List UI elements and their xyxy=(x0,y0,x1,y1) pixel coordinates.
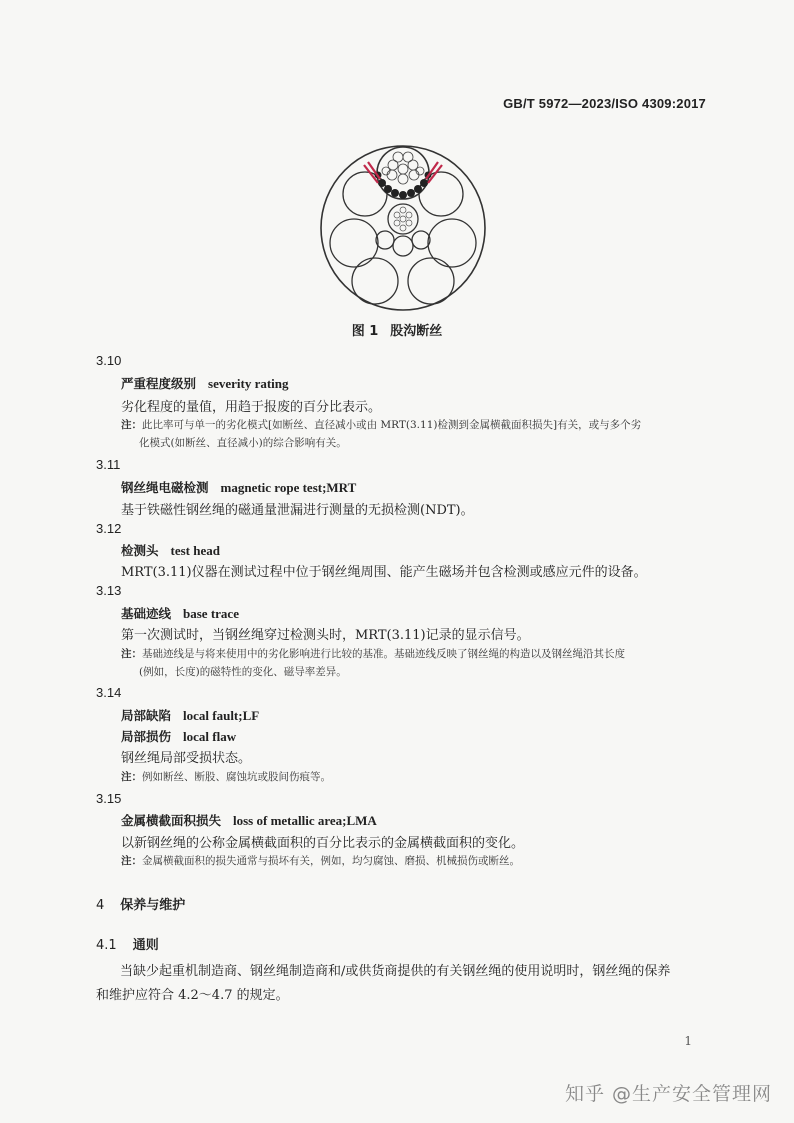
term-en: local fault;LF xyxy=(183,708,260,723)
term-heading xyxy=(121,811,377,829)
note-label: 注： xyxy=(121,648,142,660)
entry-number: 3.14 xyxy=(96,685,122,700)
term-en: test head xyxy=(170,543,220,558)
term-note xyxy=(121,852,721,870)
paragraph-line2: 和维护应符合 4.2～4.7 的规定。 xyxy=(96,988,289,1003)
term-en: loss of metallic area;LMA xyxy=(233,813,377,828)
page-number: 1 xyxy=(684,1034,692,1048)
figure-caption-number: 图 1 xyxy=(351,324,379,339)
entry-number: 3.10 xyxy=(96,353,122,368)
note-text-line1: 金属横截面积的损失通常与损坏有关，例如，均匀腐蚀、磨损、机械损伤或断丝。 xyxy=(142,855,520,867)
term-heading xyxy=(121,706,259,724)
term-note xyxy=(121,645,721,681)
figure-caption xyxy=(0,320,794,339)
figure-rope-cross-section xyxy=(318,143,488,313)
subsection-heading xyxy=(96,934,159,953)
term-definition: MRT(3.11)仪器在测试过程中位于钢丝绳周围、能产生磁场并包含检测或感应元件的设备。 xyxy=(121,565,647,580)
term-definition: 基于铁磁性钢丝绳的磁通量泄漏进行测量的无损检测(NDT)。 xyxy=(121,503,474,518)
paragraph-line1: 当缺少起重机制造商、钢丝绳制造商和/或供货商提供的有关钢丝绳的使用说明时，钢丝绳的保养 xyxy=(120,964,671,979)
entry-number: 3.12 xyxy=(96,521,122,536)
entry-number: 3.15 xyxy=(96,791,122,806)
term-zh: 局部缺陷 xyxy=(121,708,172,723)
note-label: 注： xyxy=(121,855,142,867)
term-zh: 检测头 xyxy=(121,543,159,558)
term-definition: 第一次测试时，当钢丝绳穿过检测头时，MRT(3.11)记录的显示信号。 xyxy=(121,628,530,643)
term-definition: 劣化程度的量值，用趋于报废的百分比表示。 xyxy=(121,400,382,415)
section-heading xyxy=(96,894,185,913)
figure-caption-title: 股沟断丝 xyxy=(390,324,443,339)
note-text-line1: 此比率可与单一的劣化模式[如断丝、直径减小或由 MRT(3.11)检测到金属横截面积损失]有关，或与多个劣 xyxy=(142,419,642,431)
entry-number: 3.11 xyxy=(96,457,121,472)
term-zh: 局部损伤 xyxy=(121,729,172,744)
subsection-title: 通则 xyxy=(132,938,159,953)
note-text-line2: 化模式(如断丝、直径减小)的综合影响有关。 xyxy=(139,437,347,449)
term-heading xyxy=(121,374,289,392)
term-definition: 以新钢丝绳的公称金属横截面积的百分比表示的金属横截面积的变化。 xyxy=(121,836,525,851)
section-title: 保养与维护 xyxy=(120,898,186,913)
note-text-line2: (例如，长度)的磁特性的变化、磁导率差异。 xyxy=(139,666,347,678)
body-paragraph xyxy=(96,960,716,1008)
term-heading xyxy=(121,541,220,559)
note-label: 注： xyxy=(121,771,142,783)
term-heading xyxy=(121,727,236,745)
term-note xyxy=(121,768,721,786)
term-en: base trace xyxy=(183,606,239,621)
term-zh: 金属横截面积损失 xyxy=(121,813,222,828)
term-definition: 钢丝绳局部受损状态。 xyxy=(121,751,252,766)
term-heading xyxy=(121,478,356,496)
note-text-line1: 基础迹线是与将来使用中的劣化影响进行比较的基准。基础迹线反映了钢丝绳的构造以及钢丝绳沿其长度 xyxy=(142,648,625,660)
term-en: magnetic rope test;MRT xyxy=(220,480,357,495)
note-text-line1: 例如断丝、断股、腐蚀坑或股间伤痕等。 xyxy=(142,771,331,783)
note-label: 注： xyxy=(121,419,142,431)
term-zh: 基础迹线 xyxy=(121,606,172,621)
subsection-number: 4.1 xyxy=(96,938,117,953)
entry-number: 3.13 xyxy=(96,583,122,598)
section-number: 4 xyxy=(96,898,105,913)
term-en: severity rating xyxy=(208,376,289,391)
term-note xyxy=(121,416,721,452)
term-heading xyxy=(121,604,239,622)
term-en: local flaw xyxy=(183,729,237,744)
term-zh: 钢丝绳电磁检测 xyxy=(121,480,209,495)
watermark: 知乎 @生产安全管理网 xyxy=(564,1083,772,1105)
term-zh: 严重程度级别 xyxy=(121,376,197,391)
standard-code-header: GB/T 5972—2023/ISO 4309:2017 xyxy=(503,96,706,111)
